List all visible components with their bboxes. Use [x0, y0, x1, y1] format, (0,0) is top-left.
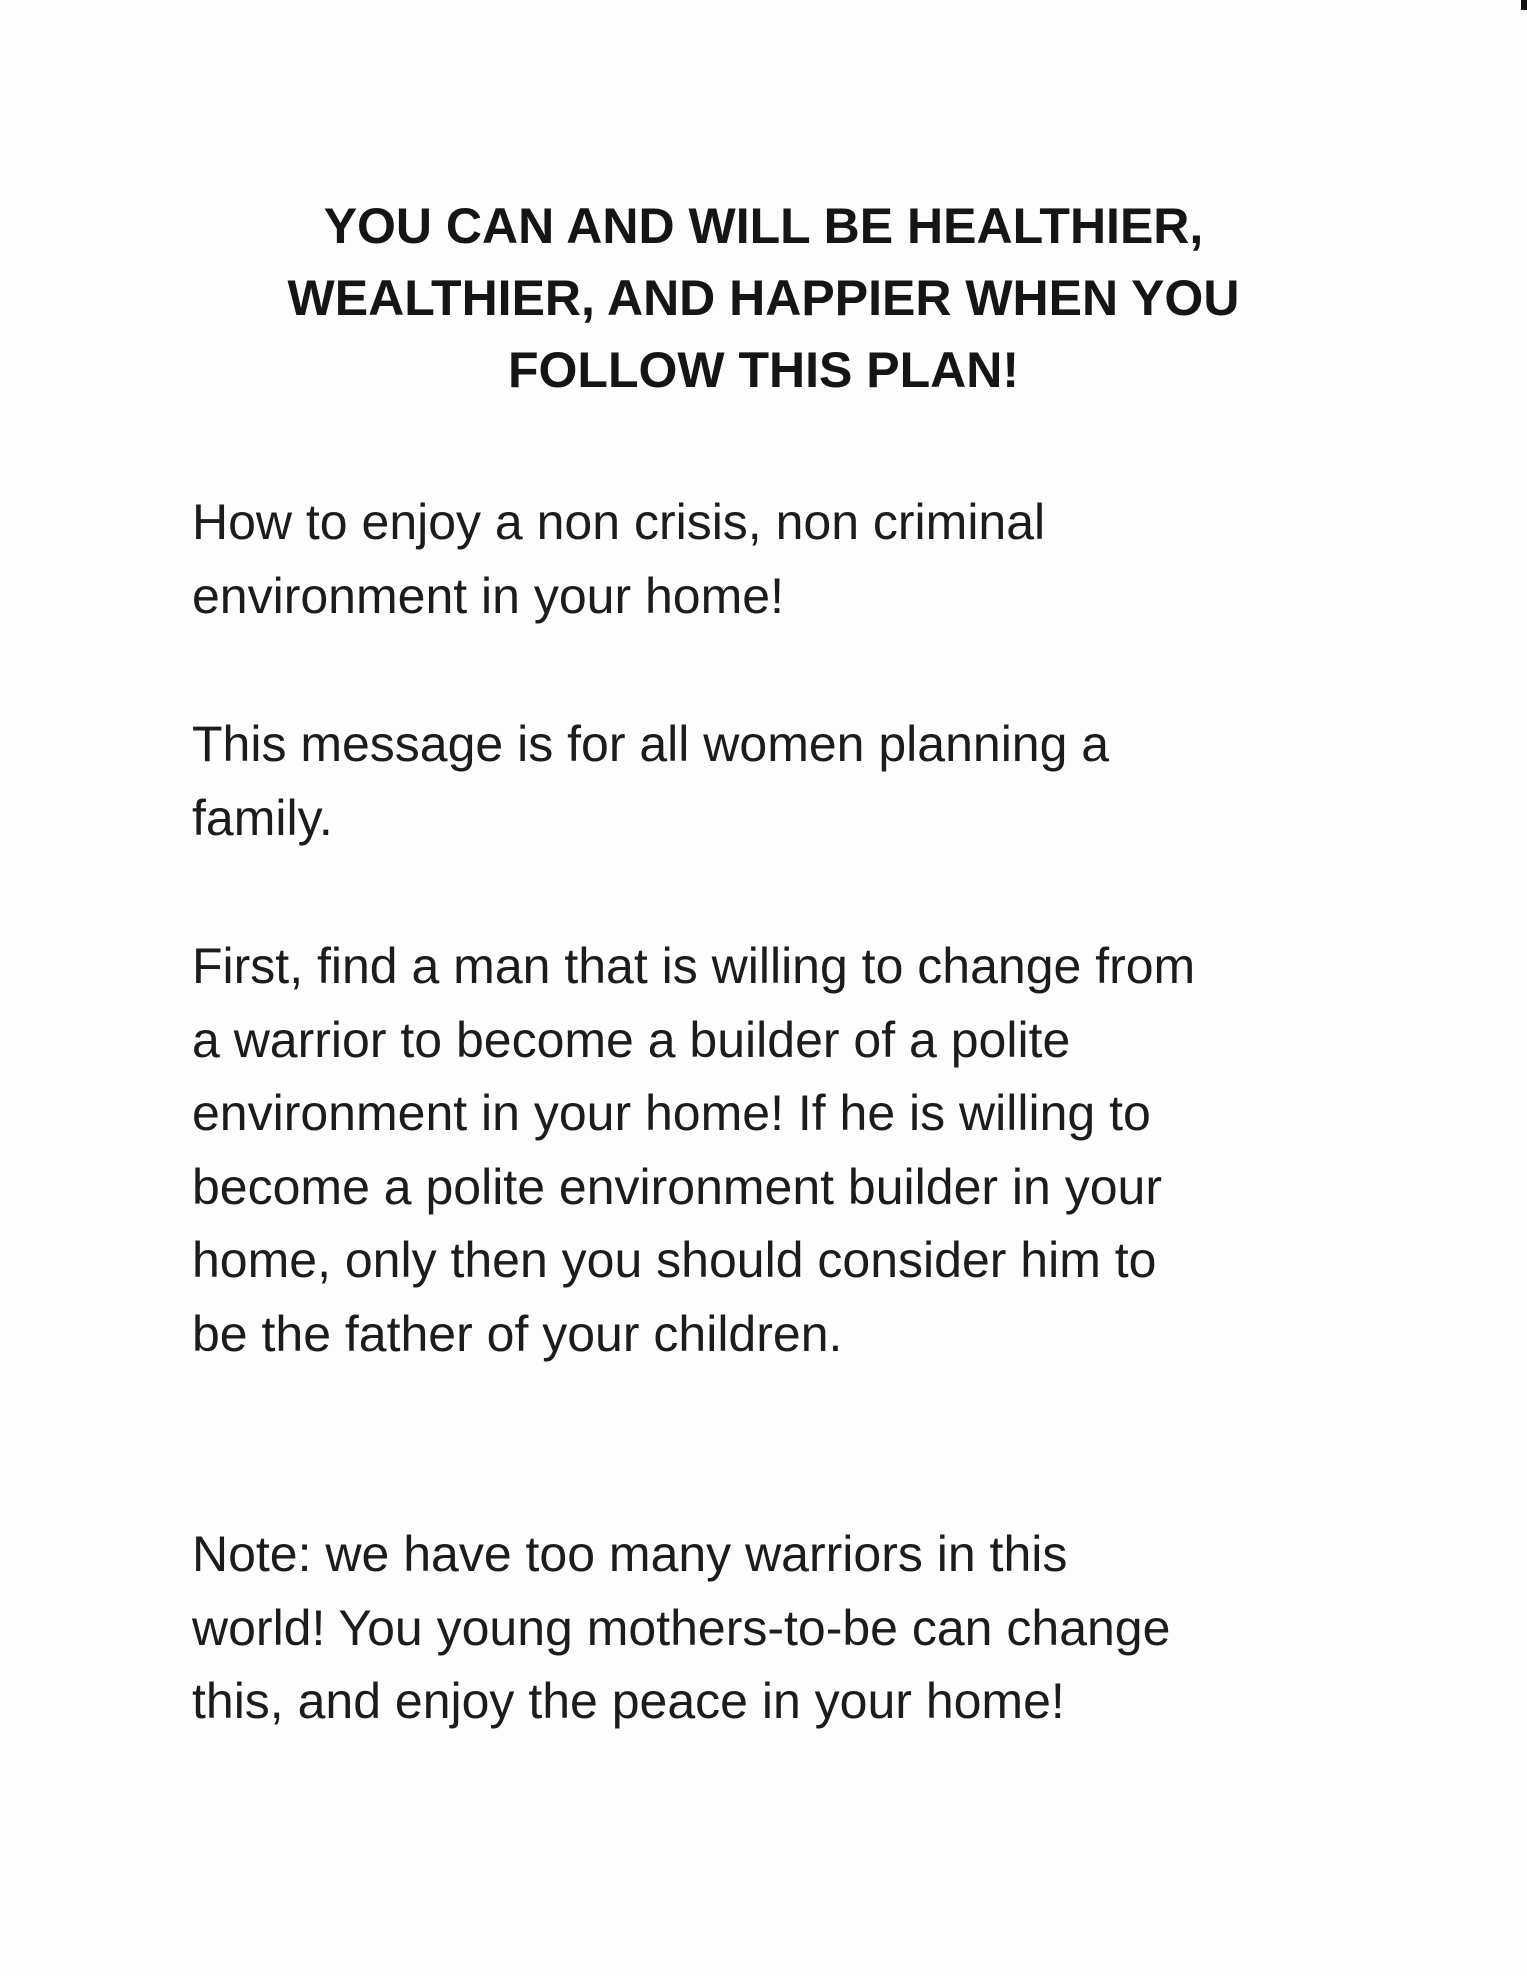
title-line: WEALTHIER, AND HAPPIER WHEN YOU [287, 270, 1240, 326]
paragraph-line: world! You young mothers-to-be can change [192, 1599, 1171, 1656]
paragraph-line: First, find a man that is willing to change from [192, 938, 1196, 994]
paragraph-line: How to enjoy a non crisis, non criminal [192, 494, 1046, 550]
paragraph-line: be the father of your children. [192, 1305, 843, 1362]
advice-paragraph [192, 930, 1392, 1371]
scan-corner-mark [1521, 0, 1527, 10]
paragraph-line: Note: we have too many warriors in this [192, 1526, 1068, 1582]
paragraph-line: become a polite environment builder in your [192, 1158, 1162, 1215]
paragraph-line: this, and enjoy the peace in your home! [192, 1673, 1065, 1729]
paragraph-line: environment in your home! If he is willing to [192, 1085, 1151, 1141]
intro-paragraph [192, 486, 1392, 633]
title-line: YOU CAN AND WILL BE HEALTHIER, [323, 198, 1204, 254]
paragraph-line: This message is for all women planning a [192, 716, 1110, 772]
paragraph-line: a warrior to become a builder of a polite [192, 1011, 1071, 1068]
title-line: FOLLOW THIS PLAN! [507, 342, 1020, 398]
note-paragraph [192, 1518, 1392, 1739]
paragraph-line: environment in your home! [192, 567, 784, 624]
paragraph-line: family. [192, 789, 333, 846]
paragraph-line: home, only then you should consider him to [192, 1232, 1157, 1288]
audience-paragraph [192, 708, 1392, 855]
page-title [150, 190, 1377, 406]
